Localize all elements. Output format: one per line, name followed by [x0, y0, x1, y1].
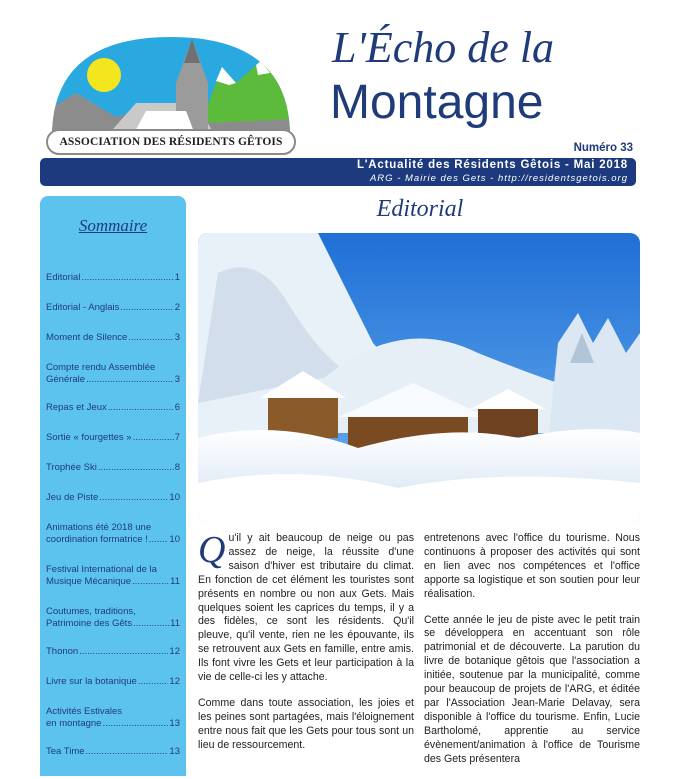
paragraph-text: u'il y ait beaucoup de neige ou pas assez de neige, la réussite d'une saison d'hiver est tributaire du climat. En fonction de cet élément les touristes sont présents en nombre ou non aux Gets. Mais quelques soient les caprices du temps, il y a des fidèles, ce sont les résidents. Qu'il pleuve, qu'il vente, rien ne les épouvante, ils se retrouvent aux Gets en famille, entre amis. Ils font vivre les Gets et leur participation à la vie de celle-ci les y attache.	[198, 532, 414, 684]
sidebar-title: Sommaire	[78, 216, 148, 235]
header-banner	[40, 158, 636, 186]
toc-label: Activités Estivales	[46, 706, 123, 717]
toc-label-2: en montagne	[46, 718, 102, 729]
toc-item-compte-rendu[interactable]	[46, 362, 180, 386]
toc-page: 2	[174, 302, 180, 313]
toc-item-repas-et-jeux[interactable]	[46, 402, 180, 414]
paragraph: entretenons avec l'office du tourisme. Nous continuons à proposer des activités qui sont en lien avec nos compétences et l'office apporte sa logistique et son soutien pour leur réalisation.	[424, 532, 640, 600]
toc-page: 1	[174, 272, 180, 283]
toc-label: Jeu de Piste	[46, 492, 99, 503]
toc-page: 12	[169, 676, 180, 687]
toc-label: Editorial	[46, 272, 81, 283]
toc-label: Coutumes, traditions,	[46, 606, 136, 617]
toc-page: 8	[174, 462, 180, 473]
toc-label: Editorial - Anglais	[46, 302, 120, 313]
article-column-2	[424, 532, 640, 779]
toc-item-sortie-fourgettes[interactable]	[46, 432, 180, 444]
toc-page: 6	[174, 402, 180, 413]
association-logo	[46, 33, 296, 155]
toc-label: Moment de Silence	[46, 332, 128, 343]
newsletter-title-line1: L'Écho de la	[332, 23, 555, 72]
toc-item-thonon[interactable]	[46, 646, 180, 658]
toc-label: Tea Time	[46, 746, 85, 757]
toc-item-activites-estivales[interactable]	[46, 706, 180, 730]
paragraph: Comme dans toute association, les joies et les peines sont partagées, mais l'éloignement entre nous fait que les Gets pour tous sont un lieu de ressourcement.	[198, 696, 414, 751]
toc-item-editorial-anglais[interactable]	[46, 302, 180, 314]
banner-subline: ARG - Mairie des Gets - http://residentsgetois.org	[369, 173, 628, 184]
paragraph: Cette année le jeu de piste avec le petit train se développera en accentuant son rôle patrimonial et de découverte. La parution du livre de botanique gêtois que l'association a initiée, soutenue par la municipalité, comme pour beaucoup de projets de l'ARG, et éditée par l'Association Jean-Marie Delavay, sera disponible à l'office du tourisme. Enfin, Lucie Bartholomé, apprentie au service évènement/animation à l'office de Tourisme des Gets présentera	[424, 613, 640, 765]
toc-item-moment-de-silence[interactable]	[46, 332, 180, 344]
association-name: ASSOCIATION DES RÉSIDENTS GÊTOIS	[46, 129, 296, 155]
sidebar-table-of-contents	[40, 196, 186, 776]
toc-label-2: Générale	[46, 374, 86, 385]
dropcap: Q	[198, 529, 226, 571]
toc-item-livre-botanique[interactable]	[46, 676, 180, 688]
toc-label: Thonon	[46, 646, 79, 657]
toc-page: 3	[174, 332, 180, 343]
toc-label-2: Musique Mécanique	[46, 576, 132, 587]
toc-label: Compte rendu Assemblée	[46, 362, 156, 373]
toc-label: Trophée Ski	[46, 462, 97, 473]
toc-label-2: Patrimoine des Gêts	[46, 618, 133, 629]
toc-label: Animations été 2018 une	[46, 522, 152, 533]
toc-label: Sortie « fourgettes »	[46, 432, 132, 443]
newsletter-title-line2: Montagne	[330, 76, 544, 129]
toc-item-animations-ete[interactable]	[46, 522, 180, 546]
toc-item-jeu-de-piste[interactable]	[46, 492, 180, 504]
logo-mountain-illustration	[46, 33, 296, 143]
issue-number: Numéro 33	[573, 142, 633, 154]
toc-item-coutumes[interactable]	[46, 606, 180, 630]
snowy-chalet-photo	[198, 233, 640, 523]
toc-page: 10	[169, 492, 180, 503]
photo-illustration	[198, 233, 640, 523]
toc-item-trophee-ski[interactable]	[46, 462, 180, 474]
toc-page: 11	[170, 576, 180, 587]
toc-label: Livre sur la botanique	[46, 676, 137, 687]
toc-label: Repas et Jeux	[46, 402, 107, 413]
toc-item-festival[interactable]	[46, 564, 180, 588]
toc-page: 3	[174, 374, 180, 385]
toc-item-tea-time[interactable]	[46, 746, 180, 758]
toc-item-editorial[interactable]	[46, 272, 180, 284]
banner-tagline: L'Actualité des Résidents Gêtois - Mai 2018	[356, 159, 628, 171]
toc-page: 13	[169, 718, 180, 729]
toc-page: 13	[169, 746, 180, 757]
toc-label-2: coordination formatrice !	[46, 534, 148, 545]
paragraph	[198, 529, 414, 685]
toc-page: 7	[174, 432, 180, 443]
toc-page: 11	[170, 618, 180, 629]
toc-page: 12	[169, 646, 180, 657]
toc-label: Festival International de la	[46, 564, 157, 575]
editorial-heading: Editorial	[376, 196, 464, 222]
toc-page: 10	[169, 534, 180, 545]
article-column-1	[198, 529, 414, 765]
